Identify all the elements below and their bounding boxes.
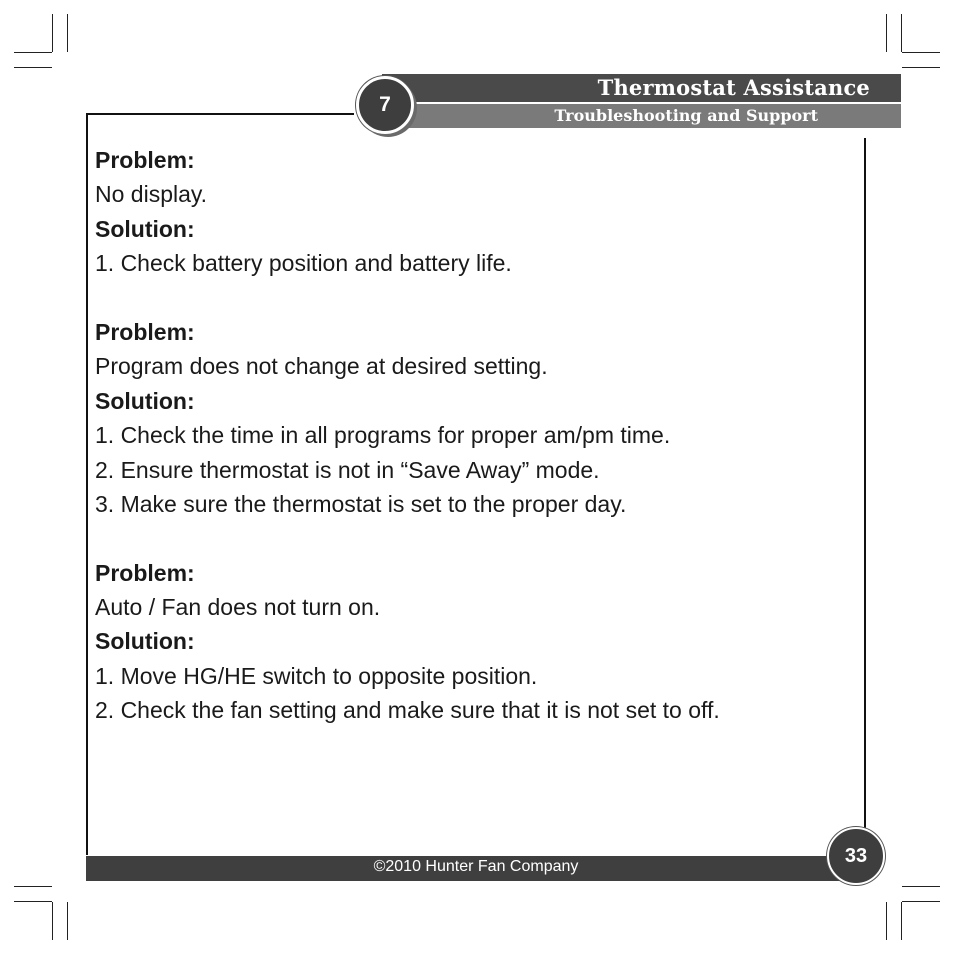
crop-mark — [14, 52, 52, 53]
section-spacer — [95, 281, 855, 315]
crop-mark — [902, 67, 940, 68]
crop-mark — [67, 902, 68, 940]
problem-label: Problem: — [95, 147, 195, 173]
problem-label: Problem: — [95, 559, 195, 586]
crop-mark — [14, 67, 52, 68]
solution-step: 3. Make sure the thermostat is set to the proper day. — [95, 490, 627, 517]
problem-section — [95, 556, 855, 728]
section-spacer — [95, 521, 855, 555]
problem-text: Program does not change at desired setting. — [95, 353, 548, 380]
header-subtitle: Troubleshooting and Support — [554, 106, 818, 125]
crop-mark — [901, 14, 902, 52]
copyright-text: ©2010 Hunter Fan Company — [373, 858, 579, 875]
problem-section — [95, 143, 855, 281]
crop-mark — [901, 902, 902, 940]
chapter-badge: 7 — [356, 76, 414, 134]
solution-step: 2. Ensure thermostat is not in “Save Away” mode. — [95, 456, 600, 483]
problem-section — [95, 315, 855, 521]
crop-mark — [886, 902, 887, 940]
crop-mark — [14, 886, 52, 887]
crop-mark — [67, 14, 68, 52]
solution-step: 1. Check the time in all programs for proper am/pm time. — [95, 422, 671, 449]
crop-mark — [902, 901, 940, 902]
troubleshooting-content — [95, 143, 855, 728]
solution-step: 1. Check battery position and battery life. — [95, 250, 512, 277]
problem-text: Auto / Fan does not turn on. — [95, 594, 381, 621]
crop-mark — [886, 14, 887, 52]
crop-mark — [52, 14, 53, 52]
crop-mark — [902, 52, 940, 53]
solution-step: 2. Check the fan setting and make sure that it is not set to off. — [95, 697, 720, 724]
page-frame-left — [86, 113, 88, 855]
solution-label: Solution: — [95, 628, 195, 655]
solution-label: Solution: — [95, 387, 195, 414]
problem-text: No display. — [95, 181, 208, 208]
solution-label: Solution: — [95, 215, 195, 242]
page-frame-right — [864, 138, 866, 838]
problem-label: Problem: — [95, 318, 195, 345]
crop-mark — [902, 886, 940, 887]
page-number-badge: 33 — [827, 827, 885, 885]
crop-mark — [14, 901, 52, 902]
crop-mark — [52, 902, 53, 940]
header-title: Thermostat Assistance — [597, 75, 870, 100]
solution-step: 1. Move HG/HE switch to opposite position. — [95, 662, 538, 689]
page-frame-top — [86, 113, 354, 115]
